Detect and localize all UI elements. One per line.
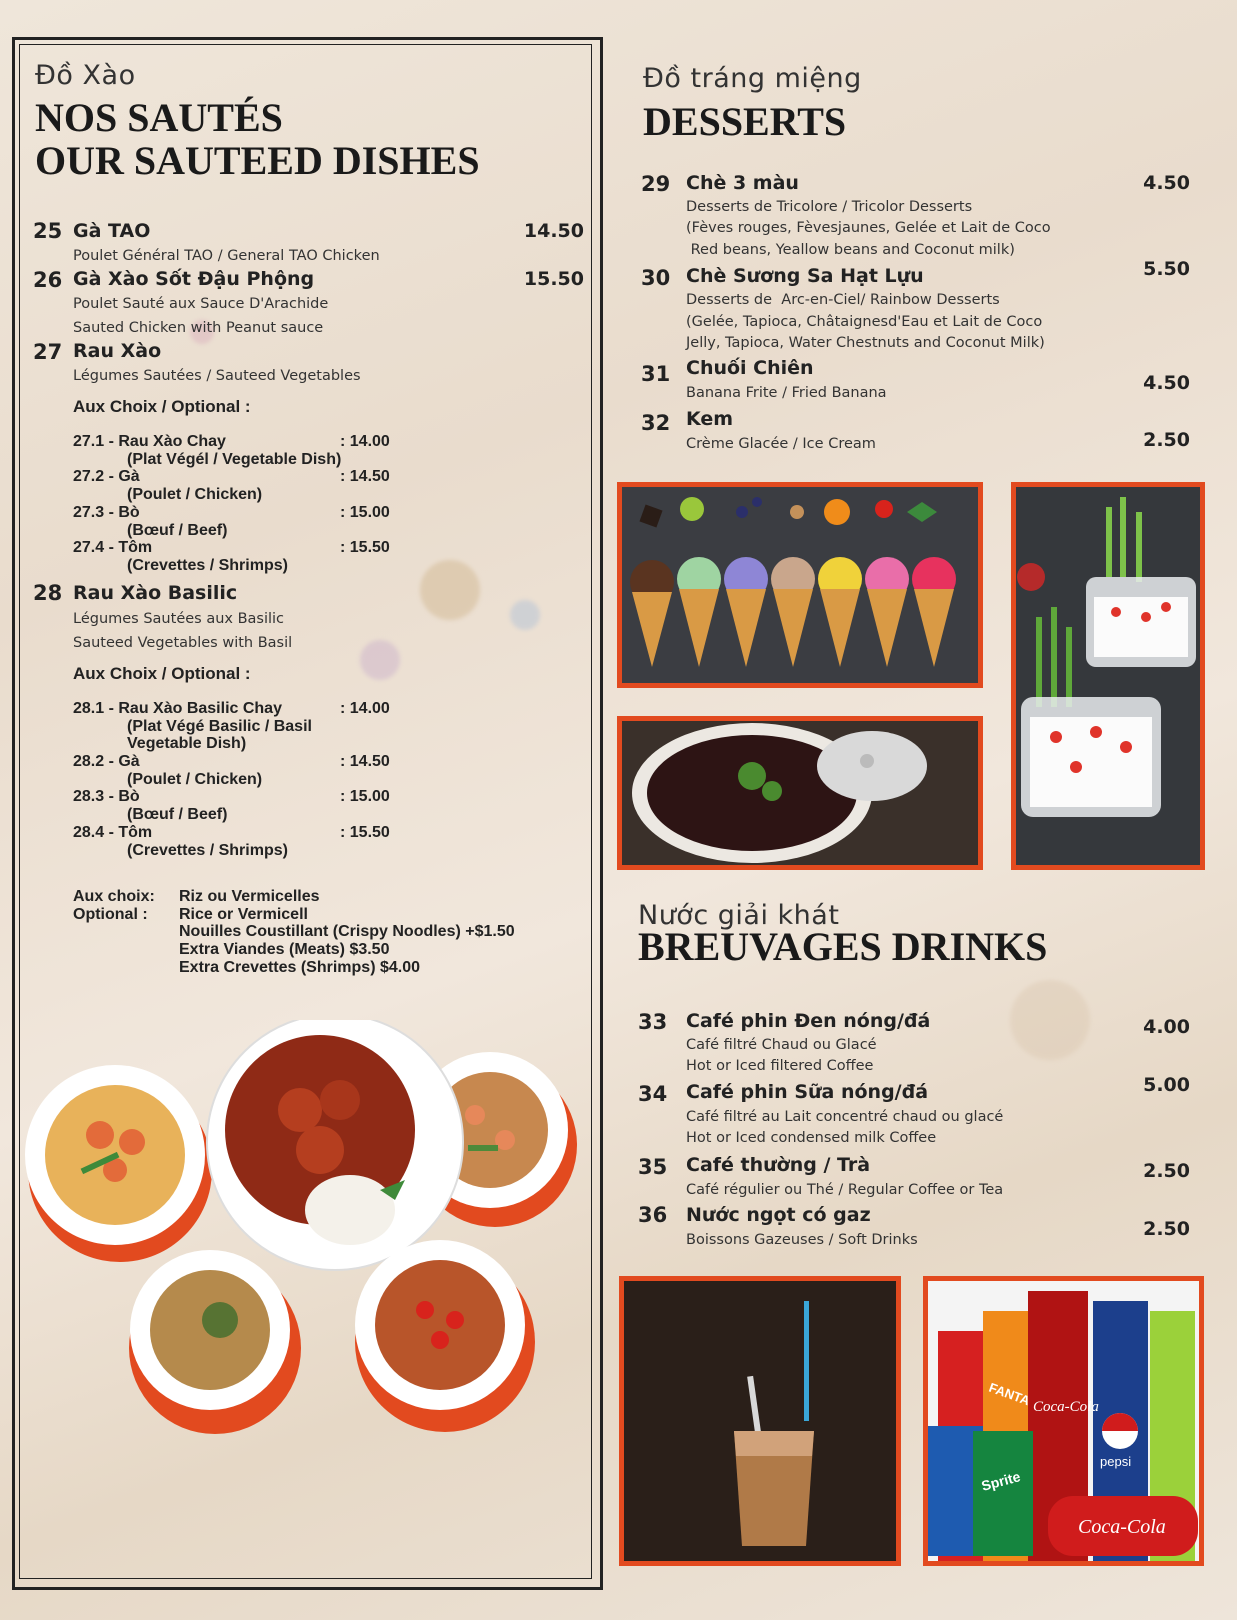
item-name: Chuối Chiên: [686, 357, 814, 379]
item-desc: Café régulier ou Thé / Regular Coffee or Tea: [686, 1182, 1004, 1198]
option-sub: (Bœuf / Beef): [127, 522, 228, 539]
item-desc: Desserts de Tricolore / Tricolor Desserts: [686, 199, 973, 215]
optional-heading: Aux Choix / Optional :: [73, 664, 251, 683]
option-price: : 15.00: [340, 504, 390, 521]
drinks-title: BREUVAGES DRINKS: [638, 924, 1048, 969]
sprite-label: Sprite: [979, 1468, 1023, 1494]
extras-line: Extra Crevettes (Shrimps) $4.00: [179, 959, 420, 976]
item-desc: Poulet Général TAO / General TAO Chicken: [73, 248, 380, 264]
option-code: 27.3 - Bò: [73, 504, 140, 521]
option-price: : 15.50: [340, 824, 390, 841]
item-number: 34: [638, 1082, 668, 1106]
item-desc: Crème Glacée / Ice Cream: [686, 436, 876, 452]
item-desc: Légumes Sautées / Sauteed Vegetables: [73, 368, 361, 384]
item-number: 36: [638, 1203, 668, 1227]
item-price: 5.00: [1143, 1074, 1190, 1096]
item-name: Nước ngọt có gaz: [686, 1204, 871, 1226]
pepsi-label: pepsi: [1100, 1454, 1132, 1469]
desserts-title: DESSERTS: [643, 99, 847, 144]
item-desc: Boissons Gazeuses / Soft Drinks: [686, 1232, 918, 1248]
ice-cream-photo: [617, 482, 983, 688]
desserts-viet-title: Đồ tráng miệng: [643, 63, 862, 94]
sauteed-viet-title: Đồ Xào: [35, 60, 136, 91]
item-name: Chè Sương Sa Hạt Lựu: [686, 265, 924, 287]
item-number: 28: [33, 581, 63, 605]
item-desc: Café filtré au Lait concentré chaud ou glacé: [686, 1109, 1004, 1125]
option-sub: (Plat Végé Basilic / Basil: [127, 718, 312, 735]
optional-heading: Aux Choix / Optional :: [73, 397, 251, 416]
item-desc: Café filtré Chaud ou Glacé: [686, 1037, 877, 1053]
option-sub: Vegetable Dish): [127, 735, 247, 752]
option-code: 28.2 - Gà: [73, 753, 140, 770]
extras-label: Optional :: [73, 906, 148, 923]
item-name: Kem: [686, 408, 734, 430]
option-sub: (Crevettes / Shrimps): [127, 842, 288, 859]
option-code: 27.4 - Tôm: [73, 539, 153, 556]
option-price: : 14.00: [340, 433, 390, 450]
option-code: 28.3 - Bò: [73, 788, 140, 805]
option-sub: (Poulet / Chicken): [127, 771, 263, 788]
extras-line: Rice or Vermicell: [179, 906, 308, 923]
item-price: 4.50: [1143, 172, 1190, 194]
item-desc: Hot or Iced filtered Coffee: [686, 1058, 874, 1074]
item-price: 2.50: [1143, 429, 1190, 451]
option-sub: (Plat Végél / Vegetable Dish): [127, 451, 342, 468]
item-desc: Poulet Sauté aux Sauce D'Arachide: [73, 296, 329, 312]
option-code: 28.4 - Tôm: [73, 824, 153, 841]
item-desc: (Fèves rouges, Fèvesjaunes, Gelée et Lait de Coco: [686, 220, 1051, 236]
coke-can-label: Coca-Cola: [1078, 1516, 1166, 1538]
option-sub: (Crevettes / Shrimps): [127, 557, 288, 574]
option-code: 28.1 - Rau Xào Basilic Chay: [73, 700, 282, 717]
item-name: Rau Xào: [73, 340, 162, 362]
item-price: 2.50: [1143, 1160, 1190, 1182]
item-name: Café phin Sữa nóng/đá: [686, 1081, 929, 1103]
item-name: Chè 3 màu: [686, 172, 799, 194]
drinks-viet-title: Nước giải khát: [638, 900, 840, 931]
item-name: Gà Xào Sốt Đậu Phộng: [73, 268, 315, 290]
option-price: : 15.00: [340, 788, 390, 805]
item-desc: (Gelée, Tapioca, Châtaignesd'Eau et Lait de Coco: [686, 314, 1043, 330]
extras-label: Aux choix:: [73, 888, 155, 905]
option-price: : 15.50: [340, 539, 390, 556]
item-price: 2.50: [1143, 1218, 1190, 1240]
item-desc: Banana Frite / Fried Banana: [686, 385, 887, 401]
option-sub: (Poulet / Chicken): [127, 486, 263, 503]
item-desc: Jelly, Tapioca, Water Chestnuts and Coconut Milk): [686, 335, 1045, 351]
item-desc: Sauted Chicken with Peanut sauce: [73, 320, 324, 336]
item-price: 4.50: [1143, 372, 1190, 394]
item-price: 4.00: [1143, 1016, 1190, 1038]
option-price: : 14.50: [340, 753, 390, 770]
item-number: 33: [638, 1010, 668, 1034]
coke-bottle-label: Coca-Cola: [1033, 1399, 1099, 1415]
item-price: 15.50: [523, 268, 584, 290]
item-number: 27: [33, 340, 63, 364]
option-code: 27.2 - Gà: [73, 468, 140, 485]
option-sub: (Bœuf / Beef): [127, 806, 228, 823]
item-desc: Desserts de Arc-en-Ciel/ Rainbow Desserts: [686, 292, 1000, 308]
soft-drinks-photo: [923, 1276, 1204, 1566]
item-number: 26: [33, 268, 63, 292]
item-desc: Sauteed Vegetables with Basil: [73, 635, 293, 651]
item-name: Gà TAO: [73, 220, 151, 242]
item-desc: Red beans, Yeallow beans and Coconut milk): [686, 242, 1015, 258]
extras-line: Nouilles Coustillant (Crispy Noodles) +$1.50: [179, 923, 515, 940]
che-bowl-photo: [617, 716, 983, 870]
item-name: Café thường / Trà: [686, 1154, 871, 1176]
item-number: 25: [33, 219, 63, 243]
sauteed-dishes-photo: [20, 1020, 590, 1450]
fanta-label: FANTA: [986, 1379, 1032, 1409]
sauteed-title-en: OUR SAUTEED DISHES: [35, 138, 480, 183]
item-name: Rau Xào Basilic: [73, 582, 238, 604]
item-number: 31: [641, 362, 671, 386]
item-number: 35: [638, 1155, 668, 1179]
item-price: 5.50: [1143, 258, 1190, 280]
iced-coffee-photo: [619, 1276, 901, 1566]
item-number: 32: [641, 411, 671, 435]
coconut-jelly-photo: [1011, 482, 1205, 870]
item-price: 14.50: [523, 220, 584, 242]
item-desc: Hot or Iced condensed milk Coffee: [686, 1130, 937, 1146]
option-code: 27.1 - Rau Xào Chay: [73, 433, 226, 450]
option-price: : 14.50: [340, 468, 390, 485]
item-name: Café phin Đen nóng/đá: [686, 1010, 931, 1032]
option-price: : 14.00: [340, 700, 390, 717]
item-number: 30: [641, 266, 671, 290]
extras-line: Extra Viandes (Meats) $3.50: [179, 941, 390, 958]
extras-line: Riz ou Vermicelles: [179, 888, 320, 905]
sauteed-title-fr: NOS SAUTÉS: [35, 95, 283, 140]
item-desc: Légumes Sautées aux Basilic: [73, 611, 285, 627]
item-number: 29: [641, 172, 671, 196]
